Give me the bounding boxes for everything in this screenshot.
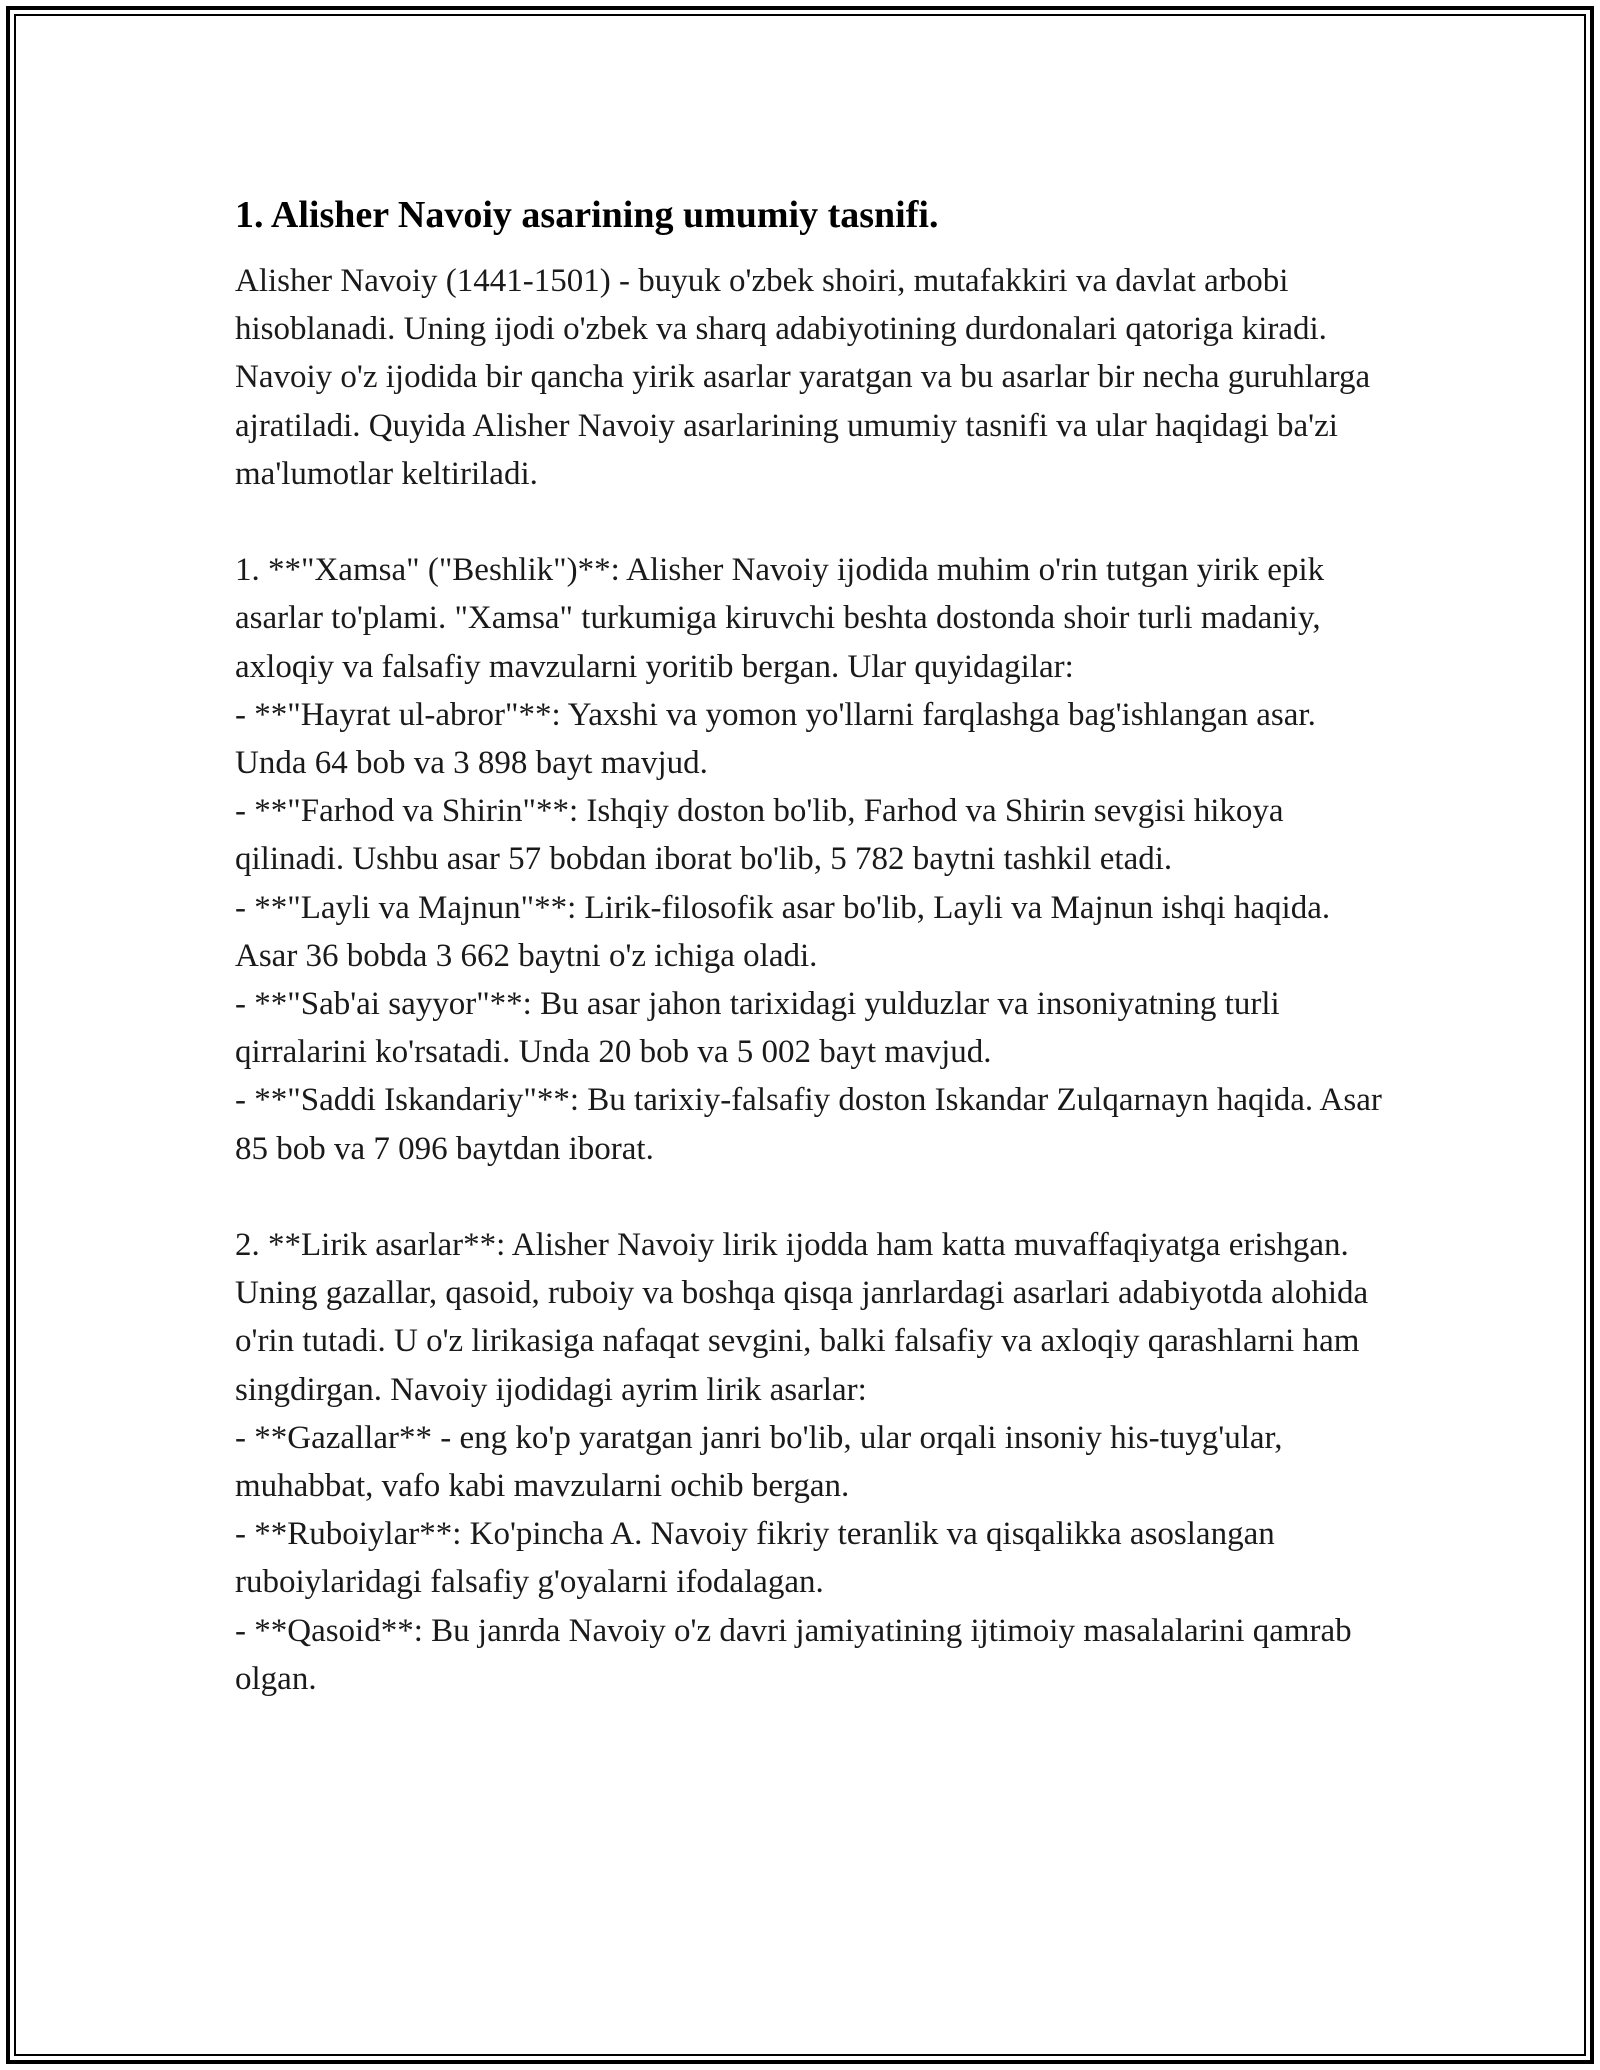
- document-content: [235, 185, 1385, 1703]
- page-title: 1. Alisher Navoiy asarining umumiy tasnifi.: [235, 194, 939, 236]
- body-text: Alisher Navoiy (1441-1501) - buyuk o'zbek shoiri, mutafakkiri va davlat arbobi hisoblanadi. Uning ijodi o'zbek va sharq adabiyotining durdonalari qatoriga kiradi. Navoiy o'z ijodida bir qancha yirik asarlar yaratgan va bu asarlar bir necha guruhlarga ajratiladi. Quyida Alisher Navoiy asarlarining umumiy tasnifi va ular haqidagi ba'zi ma'lumotlar keltiriladi. 1. **"Xamsa" ("Beshlik")**: Alisher Navoiy ijodida muhim o'rin tutgan yirik epik asarlar to'plami. "Xamsa" turkumiga kiruvchi beshta dostonda shoir turli madaniy, axloqiy va falsafiy mavzularni yoritib bergan. Ular quyidagilar: - **"Hayrat ul-abror"**: Yaxshi va yomon yo'llarni farqlashga bag'ishlangan asar. Unda 64 bob va 3 898 bayt mavjud. - **"Farhod va Shirin"**: Ishqiy doston bo'lib, Farhod va Shirin sevgisi hikoya qilinadi. Ushbu asar 57 bobdan iborat bo'lib, 5 782 baytni tashkil etadi. - **"Layli va Majnun"**: Lirik-filosofik asar bo'lib, Layli va Majnun ishqi haqida. Asar 36 bobda 3 662 baytni o'z ichiga oladi. - **"Sab'ai sayyor"**: Bu asar jahon tarixidagi yulduzlar va insoniyatning turli qirralarini ko'rsatadi. Unda 20 bob va 5 002 bayt mavjud. - **"Saddi Iskandariy"**: Bu tarixiy-falsafiy doston Iskandar Zulqarnayn haqida. Asar 85 bob va 7 096 baytdan iborat. 2. **Lirik asarlar**: Alisher Navoiy lirik ijodda ham katta muvaffaqiyatga erishgan. Uning gazallar, qasoid, ruboiy va boshqa qisqa janrlardagi asarlari adabiyotda alohida o'rin tutadi. U o'z lirikasiga nafaqat sevgini, balki falsafiy va axloqiy qarashlarni ham singdirgan. Navoiy ijodidagi ayrim lirik asarlar: - **Gazallar** - eng ko'p yaratgan janri bo'lib, ular orqali insoniy his-tuyg'ular, muhabbat, vafo kabi mavzularni ochib bergan. - **Ruboiylar**: Ko'pincha A. Navoiy fikriy teranlik va qisqalikka asoslangan ruboiylaridagi falsafiy g'oyalarni ifodalagan. - **Qasoid**: Bu janrda Navoiy o'z davri jamiyatining ijtimoiy masalalarini qamrab olgan.: [235, 263, 1382, 1697]
